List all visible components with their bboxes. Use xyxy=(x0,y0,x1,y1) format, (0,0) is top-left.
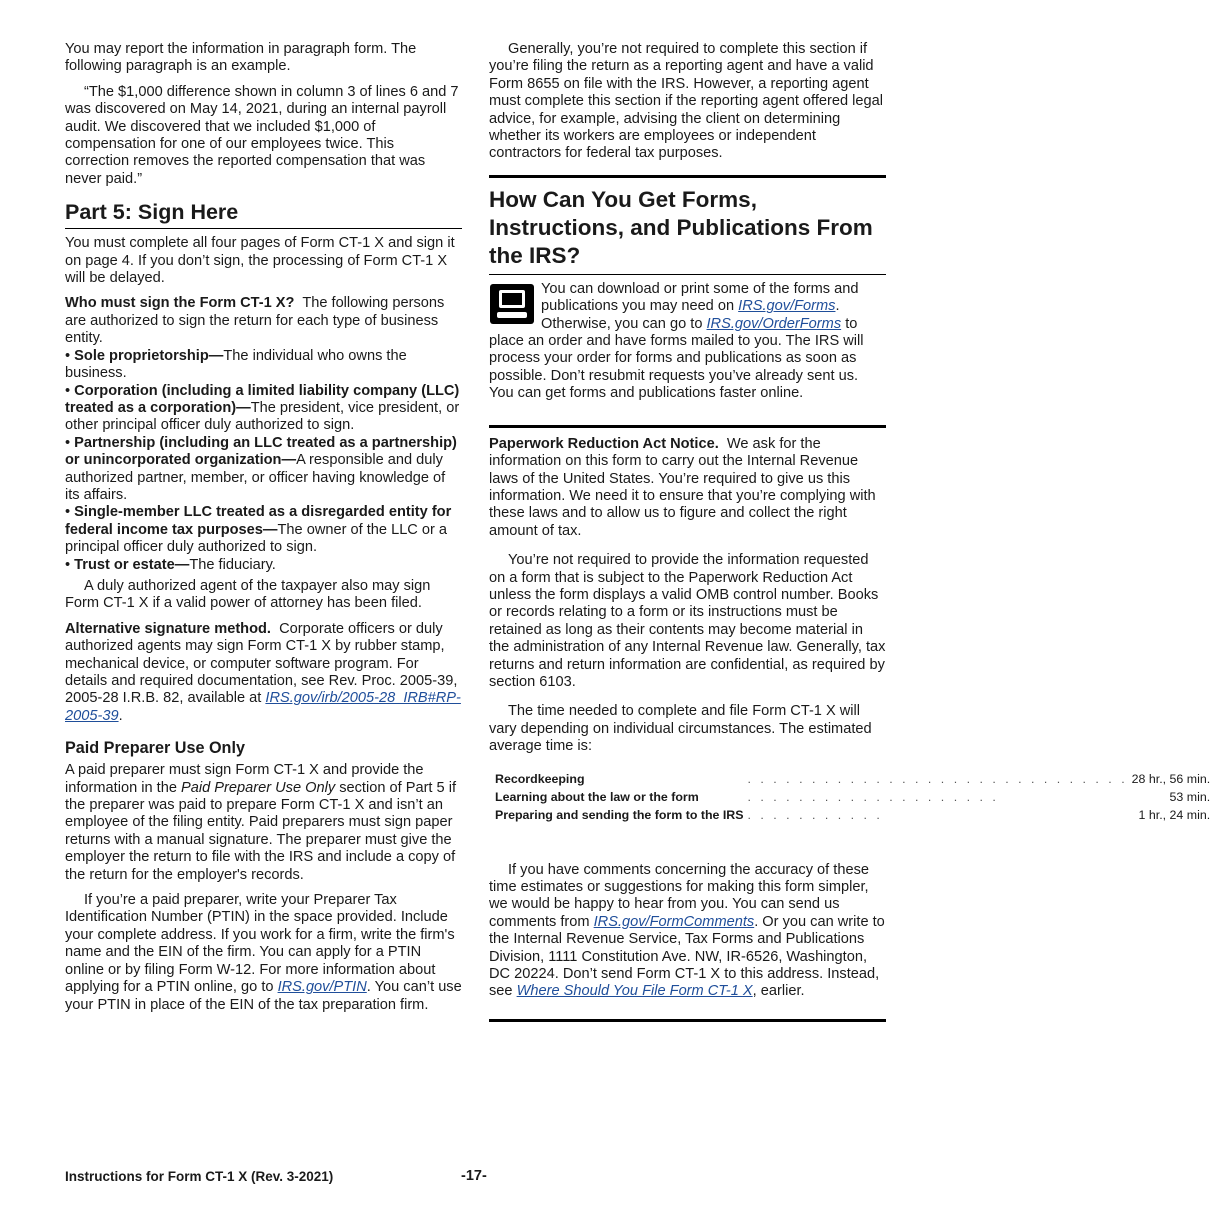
example-quote: “The $1,000 difference shown in column 3 of lines 6 and 7 was discovered on May 14, 2021, during an internal payroll audit. We discovered that we included $1,000 of compensation for one of our employees twice. This correction removes the reported compensation that was never paid.” xyxy=(65,83,459,187)
get-forms-paragraph: You can download or print some of the forms and publications you may need on IRS.gov/Forms. Otherwise, you can go to IRS.gov/OrderForms to place an order and have forms mailed to you. The IRS will process your order for forms and publications as soon as possible. Don’t resubmit requests you’ve already sent us. You can get forms and publications faster online. xyxy=(489,280,864,402)
alt-signature-heading: Alternative signature method. xyxy=(65,620,271,637)
reporting-agent-paragraph: Generally, you’re not required to complete this section if you’re filing the return as a reporting agent and have a valid Form 8655 on file with the IRS. However, a reporting agent must complete this section if the reporting agent offered legal advice, for example, advising the client on determining whether its workers are employees or independent contractors for federal tax purposes. xyxy=(489,41,883,162)
computer-icon xyxy=(489,283,535,325)
who-must-sign-text: The following persons are authorized to sign the return for each type of business entity. xyxy=(65,295,445,347)
list-item: • Partnership (including an LLC treated as a partnership) or unincorporated organization—A responsible and duly authorized partner, member, or officer having knowledge of its affairs. xyxy=(65,434,457,503)
section-divider xyxy=(489,1019,886,1022)
list-item: • Sole proprietorship—The individual who owns the business. xyxy=(65,347,407,382)
order-forms-link[interactable]: IRS.gov/OrderForms xyxy=(706,315,842,332)
who-must-sign xyxy=(65,295,462,347)
table-row: Preparing and sending the form to the IRS . . . . . . . . . . . 1 hr., 24 min. xyxy=(495,807,1210,822)
paperwork-notice-heading: Paperwork Reduction Act Notice. xyxy=(489,435,719,452)
forms-link[interactable]: IRS.gov/Forms xyxy=(738,298,836,315)
page-number: -17- xyxy=(461,1168,487,1184)
ptin-paragraph: If you’re a paid preparer, write your Preparer Tax Identification Number (PTIN) in the space provided. Include your complete address. If you work for a firm, write the firm's name and the EIN of the firm. You can apply for a PTIN online or by filing Form W-12. For more information about applying for a PTIN online, go to IRS.gov/PTIN. You can’t use your PTIN in place of the EIN of the tax preparation firm. xyxy=(65,892,462,1013)
time-estimate-intro: The time needed to complete and file Form CT-1 X will vary depending on individual circumstances. The estimated average time is: xyxy=(489,703,872,755)
agent-paragraph: A duly authorized agent of the taxpayer also may sign Form CT-1 X if a valid power of attorney has been filed. xyxy=(65,577,431,612)
rev-proc-link[interactable]: IRS.gov/irb/2005-28_IRB#RP-2005-39 xyxy=(65,690,461,724)
who-must-sign-heading: Who must sign the Form CT-1 X? xyxy=(65,295,295,312)
part5-intro: You must complete all four pages of Form CT-1 X and sign it on page 4. If you don’t sign, the processing of Form CT-1 X will be delayed. xyxy=(65,235,455,287)
intro-paragraph: You may report the information in paragraph form. The following paragraph is an example. xyxy=(65,41,417,75)
where-to-file-link[interactable]: Where Should You File Form CT-1 X xyxy=(516,983,753,1000)
table-row: Learning about the law or the form . . . . . . . . . . . . . . . . . . . . 53 min. xyxy=(495,789,1210,804)
list-item: • Trust or estate—The fiduciary. xyxy=(65,556,276,573)
section-divider xyxy=(489,175,886,178)
time-estimate-table xyxy=(495,770,1210,824)
omb-paragraph: You’re not required to provide the information requested on a form that is subject to the Paperwork Reduction Act unless the form displays a valid OMB control number. Books or records relating to a form or its instructions must be retained as long as their contents may become material in the administration of any Internal Revenue law. Generally, tax returns and return information are confidential, as required by section 6103. xyxy=(489,552,886,690)
right-column xyxy=(489,41,1210,1030)
signer-list xyxy=(65,348,462,574)
list-item: • Single-member LLC treated as a disregarded entity for federal income tax purposes—The owner of the LLC or a principal officer duly authorized to sign. xyxy=(65,504,452,556)
part5-heading: Part 5: Sign Here xyxy=(65,200,462,229)
table-row: Recordkeeping . . . . . . . . . . . . . . . . . . . . . . . . . . . . . . 28 hr., 56 min. xyxy=(495,771,1210,786)
ptin-link[interactable]: IRS.gov/PTIN xyxy=(277,979,367,996)
list-item: • Corporation (including a limited liability company (LLC) treated as a corporation)—The president, vice president, or other principal officer duly authorized to sign. xyxy=(65,382,460,434)
paid-preparer-heading: Paid Preparer Use Only xyxy=(65,739,245,758)
form-comments-link[interactable]: IRS.gov/FormComments xyxy=(593,913,755,930)
comments-paragraph: If you have comments concerning the accuracy of these time estimates or suggestions for making this form simpler, we would be happy to hear from you. You can send us comments from IRS.gov/FormComments. Or you can write to the Internal Revenue Service, Tax Forms and Publications Division, 1111 Constitution Ave. NW, IR-6526, Washington, DC 20224. Don’t send Form CT-1 X to this address. Instead, see Where Should You File Form CT-1 X, earlier. xyxy=(489,861,885,1000)
section-divider xyxy=(489,425,886,428)
left-column xyxy=(65,41,462,1022)
get-forms-heading: How Can You Get Forms, Instructions, and Publications From the IRS? xyxy=(489,186,886,275)
alt-signature-paragraph: Alternative signature method. Corporate officers or duly authorized agents may sign Form CT-1 X by rubber stamp, mechanical device, or computer software program. For details and required documentation, see Rev. Proc. 2005-39, 2005-28 I.R.B. 82, available at IRS.gov/irb/2005-28_IRB#RP-2005-39. xyxy=(65,620,461,724)
paid-preparer-paragraph: A paid preparer must sign Form CT-1 X and provide the information in the Paid Preparer Use Only section of Part 5 if the preparer was paid to prepare Form CT-1 X and isn’t an employee of the filing entity. Paid preparers must sign paper returns with a manual signature. The preparer must give the employer the return to file with the IRS and include a copy of the return for the employer's records. xyxy=(65,762,457,883)
footer-title: Instructions for Form CT-1 X (Rev. 3-2021) xyxy=(65,1169,334,1184)
paperwork-notice-paragraph: Paperwork Reduction Act Notice. We ask for the information on this form to carry out the Internal Revenue laws of the United States. You’re required to give us this information. We need it to ensure that you’re complying with these laws and to allow us to figure and collect the right amount of tax. xyxy=(489,435,876,539)
